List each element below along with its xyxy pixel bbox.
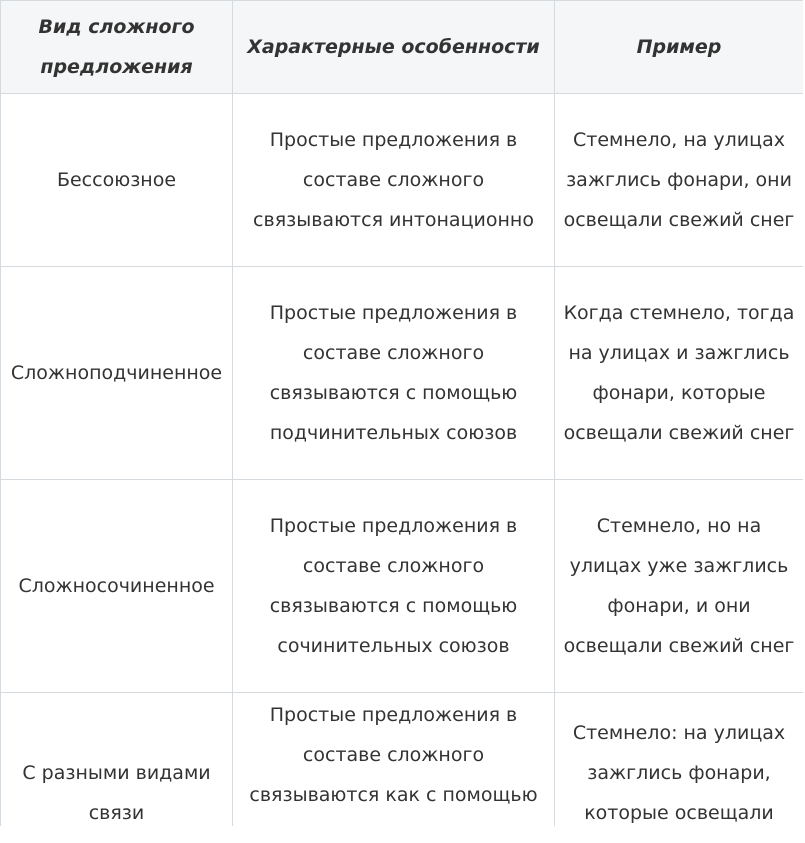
cell-features: Простые предложения в составе сложного связываются с помощью сочинительных союзов: [233, 480, 555, 693]
header-type: Вид сложного предложения: [1, 1, 233, 94]
cell-example: Стемнело, но на улицах уже зажглись фонари, и они освещали свежий снег: [555, 480, 804, 693]
table-header-row: [1, 1, 804, 94]
table-row: [1, 693, 804, 827]
table-row: [1, 480, 804, 693]
cell-features: Простые предложения в составе сложного связываются с помощью подчинительных союзов: [233, 267, 555, 480]
cell-type: Бессоюзное: [1, 94, 233, 267]
cell-features: Простые предложения в составе сложного связываются как с помощью: [233, 693, 555, 827]
cell-example: Стемнело, на улицах зажглись фонари, они освещали свежий снег: [555, 94, 804, 267]
cell-example: Стемнело: на улицах зажглись фонари, которые освещали: [555, 693, 804, 827]
table-row: [1, 94, 804, 267]
cell-type: Сложносочиненное: [1, 480, 233, 693]
cell-features: Простые предложения в составе сложного связываются интонационно: [233, 94, 555, 267]
header-features: Характерные особенности: [233, 1, 555, 94]
cell-type: Сложноподчиненное: [1, 267, 233, 480]
cell-type: С разными видами связи: [1, 693, 233, 827]
table-row: [1, 267, 804, 480]
header-example: Пример: [555, 1, 804, 94]
cell-example: Когда стемнело, тогда на улицах и зажглись фонари, которые освещали свежий снег: [555, 267, 804, 480]
